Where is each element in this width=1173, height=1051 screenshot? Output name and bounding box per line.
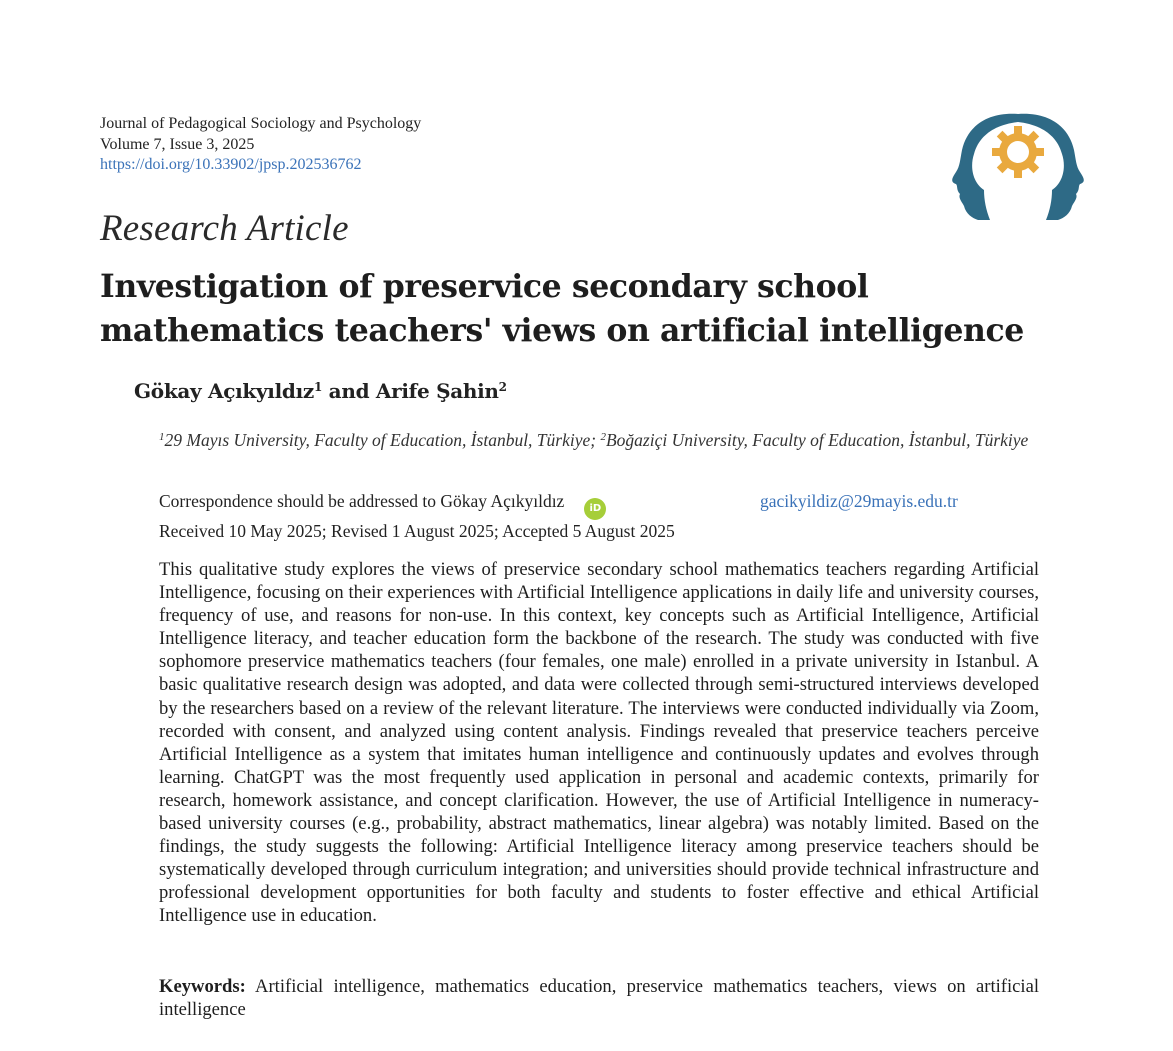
affil-2-mark: 2 (600, 431, 606, 443)
abstract: This qualitative study explores the views of preservice secondary school mathematics teachers regarding Artificial Intelligence, focusing on their experiences with Artificial Intelligence applications in daily life and university courses, frequency of use, and reasons for non-use. In this context, key concepts such as Artificial Intelligence, Artificial Intelligence literacy, and teacher education form the backbone of the research. The study was conducted with five sophomore preservice mathematics teachers (four females, one male) enrolled in a private university in Istanbul. A basic qualitative research design was adopted, and data were collected through semi-structured interviews developed by the researchers based on a review of the relevant literature. The interviews were conducted individually via Zoom, recorded with consent, and analyzed using content analysis. Findings revealed that preservice teachers perceive Artificial Intelligence as a system that imitates human intelligence and continuously updates and evolves through learning. ChatGPT was the most frequently used application in personal and academic contexts, primarily for research, homework assistance, and concept clarification. However, the use of Artificial Intelligence in numeracy-based university courses (e.g., probability, abstract mathematics, linear algebra) was notably limited. Based on the findings, the study suggests the following: Artificial Intelligence literacy among preservice teachers should be systematically developed through curriculum integration; and universities should provide technical infrastructure and professional development opportunities for both faculty and students to foster effective and ethical Artificial Intelligence use in education. (159, 559, 1039, 927)
journal-info (100, 114, 421, 176)
keywords-label: Keywords: (159, 976, 246, 997)
affiliation-2: Boğaziçi University, Faculty of Education, İstanbul, Türkiye (605, 430, 1029, 450)
author-connector: and (322, 379, 376, 403)
author-1: Gökay Açıkyıldız (134, 379, 314, 403)
author-1-affil-mark: 1 (313, 380, 322, 394)
affiliation-1: 29 Mayıs University, Faculty of Education, İstanbul, Türkiye; (164, 430, 601, 450)
orcid-icon[interactable]: iD (584, 498, 606, 520)
doi-link[interactable]: https://doi.org/10.33902/jpsp.202536762 (100, 156, 362, 173)
title-line-2: mathematics teachers' views on artificial intelligence (100, 312, 1024, 349)
correspondence-block (159, 490, 1039, 542)
affil-1-mark: 1 (159, 431, 165, 443)
volume-issue: Volume 7, Issue 3, 2025 (100, 135, 255, 153)
author-2: Arife Şahin (375, 379, 499, 403)
title-line-1: Investigation of preservice secondary school (100, 268, 869, 305)
author-list (134, 379, 507, 403)
journal-name: Journal of Pedagogical Sociology and Psychology (100, 115, 422, 132)
affiliations (159, 426, 1039, 452)
keywords (159, 975, 1039, 1021)
keywords-text: Artificial intelligence, mathematics education, preservice mathematics teachers, views on artificial intelligence (159, 976, 1039, 1020)
correspondence-text: Correspondence should be addressed to Gökay Açıkyıldız (159, 491, 565, 511)
article-type: Research Article (100, 208, 349, 249)
author-2-affil-mark: 2 (498, 380, 507, 394)
gear-icon (992, 126, 1044, 178)
correspondence-email[interactable]: gacikyildiz@29mayis.edu.tr (760, 491, 958, 511)
article-title (100, 265, 1050, 353)
journal-logo-icon (948, 110, 1088, 222)
article-dates: Received 10 May 2025; Revised 1 August 2025; Accepted 5 August 2025 (159, 521, 675, 541)
